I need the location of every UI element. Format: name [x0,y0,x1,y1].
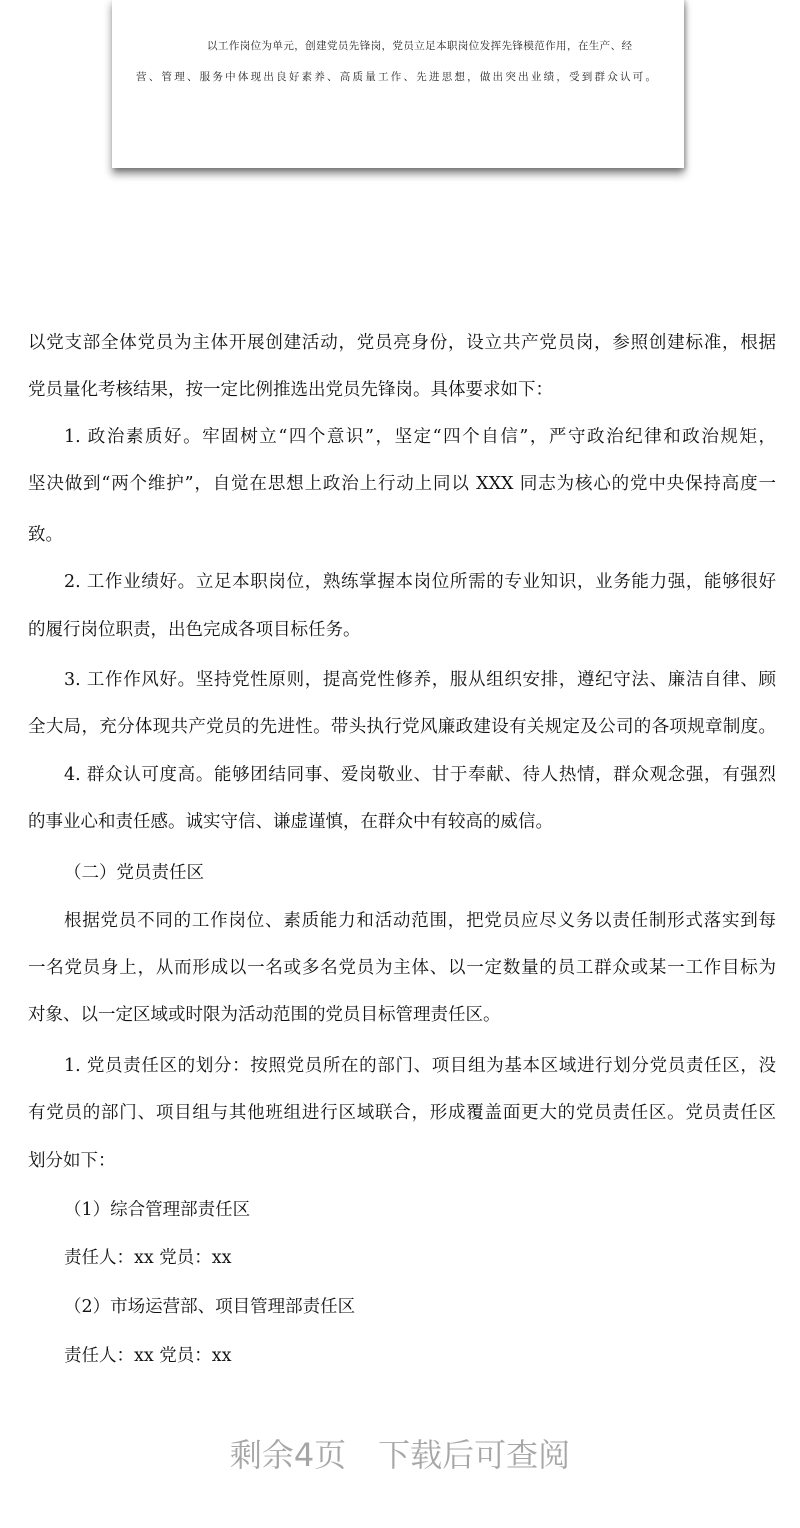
body-text-line: 4. 群众认可度高。能够团结同事、爱岗敬业、甘于奉献、待人热情，群众观念强，有强烈 [64,765,776,785]
body-text-line: 一名党员身上，从而形成以一名或多名党员为主体、以一定数量的员工群众或某一工作目标为 [28,958,776,978]
body-text-line: （二）党员责任区 [64,863,204,883]
body-text-line: 致。 [28,525,63,545]
body-text-line: 的履行岗位职责，出色完成各项目标任务。 [28,620,361,640]
body-text-line: 有党员的部门、项目组与其他班组进行区域联合，形成覆盖面更大的党员责任区。党员责任区 [28,1103,776,1123]
card-text-line: 营、管理、服务中体现出良好素养、高质量工作、先进思想，做出突出业绩，受到群众认可。 [136,71,656,83]
body-text-line: 对象、以一定区域或时限为活动范围的党员目标管理责任区。 [28,1005,501,1025]
preview-page-card [112,0,684,168]
body-text-line: 全大局，充分体现共产党员的先进性。带头执行党风廉政建设有关规定及公司的各项规章制度。 [28,717,776,737]
body-text-line: 1. 党员责任区的划分：按照党员所在的部门、项目组为基本区域进行划分党员责任区，没 [64,1056,776,1076]
body-text-line: 责任人：xx 党员：xx [64,1346,232,1366]
body-text-line: 坚决做到“两个维护”，自觉在思想上政治上行动上同以 XXX 同志为核心的党中央保持高度一 [28,474,776,494]
card-text-line: 以工作岗位为单元，创建党员先锋岗，党员立足本职岗位发挥先锋模范作用，在生产、经 [207,40,632,52]
body-text-line: （2）市场运营部、项目管理部责任区 [64,1297,356,1317]
body-text-line: 1. 政治素质好。牢固树立“四个意识”，坚定“四个自信”，严守政治纪律和政治规矩， [64,427,776,447]
body-text-line: 责任人：xx 党员：xx [64,1248,232,1268]
body-text-line: 党员量化考核结果，按一定比例推选出党员先锋岗。具体要求如下： [28,380,553,400]
body-text-line: 2. 工作业绩好。立足本职岗位，熟练掌握本岗位所需的专业知识，业务能力强，能够很好 [64,572,776,592]
body-text-line: 3. 工作作风好。坚持党性原则，提高党性修养，服从组织安排，遵纪守法、廉洁自律、顾 [64,670,776,690]
body-text-line: 根据党员不同的工作岗位、素质能力和活动范围，把党员应尽义务以责任制形式落实到每 [64,911,776,931]
remaining-pages-notice[interactable]: 剩余4页 下载后可查阅 [229,1436,571,1474]
body-text-line: 划分如下： [28,1151,116,1171]
body-text-line: 以党支部全体党员为主体开展创建活动，党员亮身份，设立共产党员岗，参照创建标准，根据 [28,333,776,353]
body-text-line: （1）综合管理部责任区 [64,1200,251,1220]
body-text-line: 的事业心和责任感。诚实守信、谦虚谨慎，在群众中有较高的威信。 [28,812,553,832]
